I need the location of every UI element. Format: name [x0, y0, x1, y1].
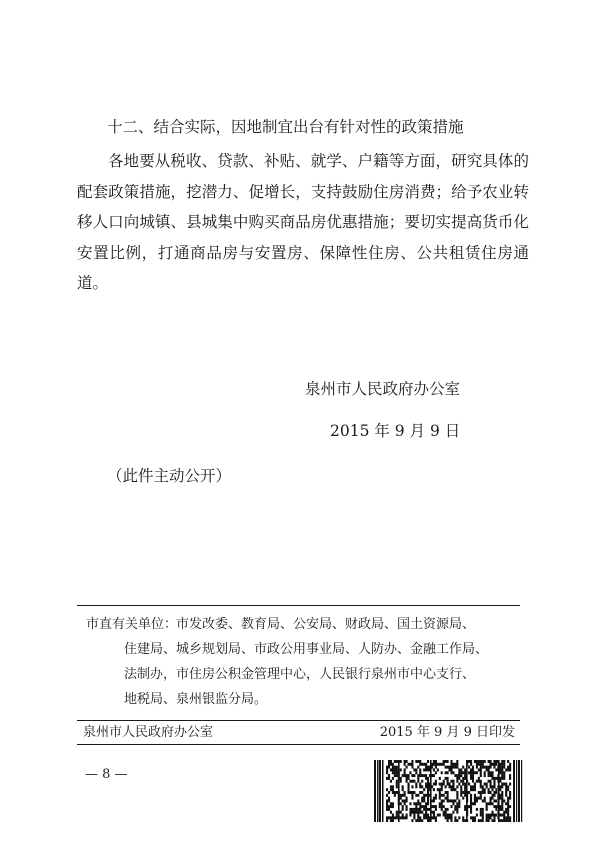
- cc-line: 住建局、城乡规划局、市政公用事业局、人防办、金融工作局、: [124, 642, 489, 657]
- signature-org: 泉州市人民政府办公室: [305, 380, 461, 398]
- body-paragraph: 各地要从税收、贷款、补贴、就学、户籍等方面，研究具体的配套政策措施，挖潜力、促增长，支持鼓励住房消费；给予农业转移人口向城镇、县城集中购买商品房优惠措施；要切实提高货币化安置比例，打通商品房与安置房、保障性住房、公共租赁住房通道。: [77, 152, 529, 292]
- footer-issuer: 泉州市人民政府办公室: [83, 725, 214, 740]
- cc-label: 市直有关单位：: [86, 617, 178, 632]
- barcode-image: [374, 760, 523, 822]
- section-heading: 十二、结合实际，因地制宜出台有针对性的政策措施: [107, 118, 464, 136]
- footer-print-date: 2015 年 9 月 9 日印发: [379, 725, 515, 740]
- footer-bottom-rule: [77, 744, 520, 745]
- cc-line: 法制办，市住房公积金管理中心，人民银行泉州市中心支行、: [124, 667, 476, 682]
- disclosure-note: （此件主动公开）: [107, 467, 232, 485]
- cc-top-rule: [77, 605, 520, 606]
- signature-date: 2015 年 9 月 9 日: [330, 422, 461, 440]
- footer-top-rule: [77, 720, 520, 721]
- cc-line: 地税局、泉州银监分局。: [124, 692, 268, 707]
- page-number: — 8 —: [85, 767, 128, 782]
- cc-line: 市发改委、教育局、公安局、财政局、国土资源局、: [176, 617, 476, 632]
